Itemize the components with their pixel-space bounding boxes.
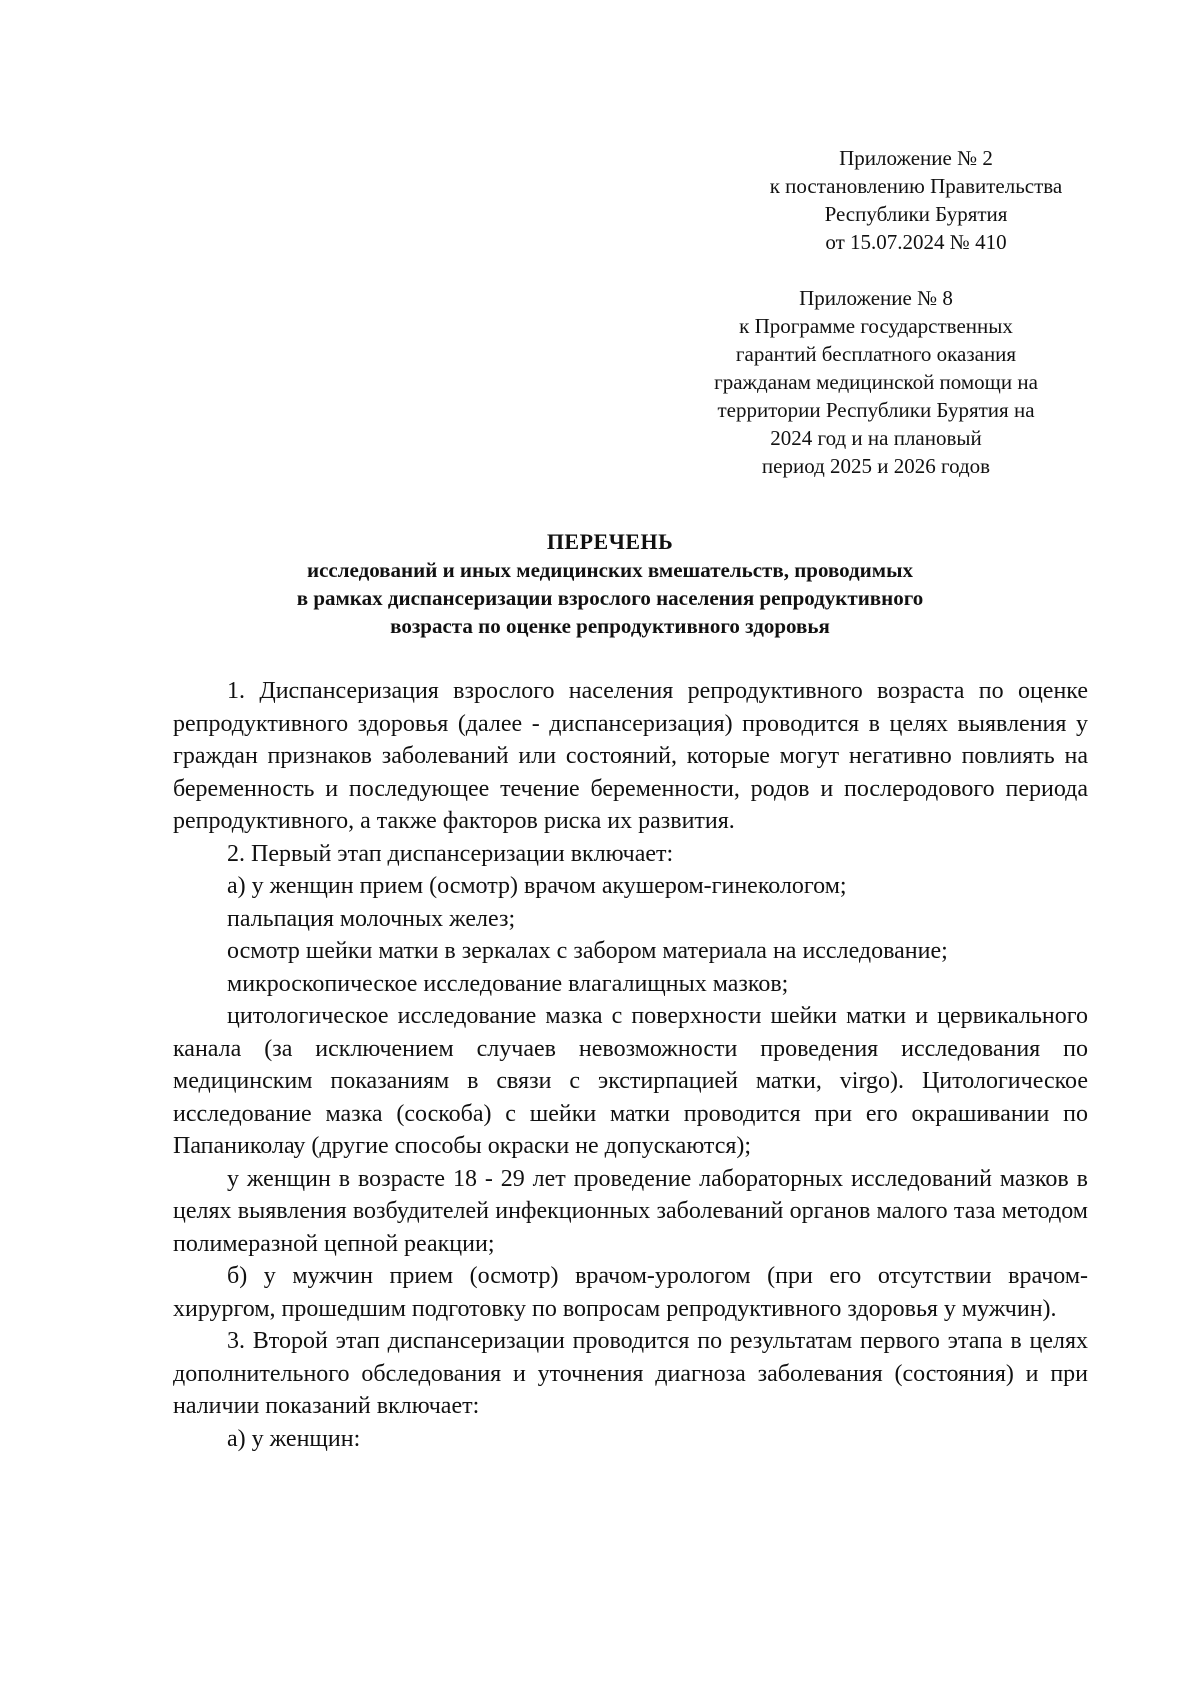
appendix-line: к Программе государственных: [739, 314, 1013, 338]
document-body: [173, 675, 1088, 1455]
title-heading: ПЕРЕЧЕНЬ: [546, 529, 674, 554]
body-paragraph: 1. Диспансеризация взрослого населения репродуктивного возраста по оценке репродуктивного здоровья (далее - диспансеризация) проводится в целях выявления у граждан признаков заболеваний или состояний, которые могут негативно повлиять на беременность и последующее течение беременности, родов и послеродового периода репродуктивного, а также факторов риска их развития.: [173, 678, 1088, 834]
appendix-2-header: [716, 144, 1116, 256]
body-paragraph: а) у женщин прием (осмотр) врачом акушером-гинекологом;: [227, 873, 847, 899]
document-title: [160, 528, 1060, 640]
appendix-line: Республики Бурятия: [824, 202, 1008, 226]
appendix-line: гарантий бесплатного оказания: [735, 342, 1017, 366]
appendix-line: от 15.07.2024 № 410: [825, 230, 1007, 254]
body-paragraph: 3. Второй этап диспансеризации проводится по результатам первого этапа в целях дополнительного обследования и уточнения диагноза заболевания (состояния) и при наличии показаний включает:: [173, 1328, 1088, 1419]
appendix-line: период 2025 и 2026 годов: [761, 454, 991, 478]
body-paragraph: осмотр шейки матки в зеркалах с забором материала на исследование;: [227, 938, 948, 964]
body-paragraph: цитологическое исследование мазка с поверхности шейки матки и цервикального канала (за исключением случаев невозможности проведения исследования по медицинским показаниям в связи с экстирпацией матки, virgo). Цитологическое исследование мазка (соскоба) с шейки матки проводится при его окрашивании по Папаниколау (другие способы окраски не допускаются);: [173, 1003, 1088, 1159]
appendix-line: территории Республики Бурятия на: [717, 398, 1035, 422]
title-subline: в рамках диспансеризации взрослого населения репродуктивного: [296, 586, 924, 610]
body-paragraph: пальпация молочных желез;: [227, 905, 516, 932]
title-subline: возраста по оценке репродуктивного здоровья: [390, 614, 830, 638]
body-paragraph: а) у женщин:: [227, 1425, 361, 1452]
appendix-8-header: [676, 284, 1076, 480]
appendix-line: Приложение № 2: [839, 146, 993, 170]
appendix-line: гражданам медицинской помощи на: [714, 370, 1038, 394]
appendix-line: Приложение № 8: [799, 286, 953, 310]
body-paragraph: микроскопическое исследование влагалищных мазков;: [227, 970, 789, 997]
appendix-line: 2024 год и на плановый: [770, 426, 982, 450]
appendix-line: к постановлению Правительства: [769, 174, 1063, 198]
body-paragraph: у женщин в возрасте 18 - 29 лет проведение лабораторных исследований мазков в целях выявления возбудителей инфекционных заболеваний органов малого таза методом полимеразной цепной реакции;: [173, 1165, 1088, 1257]
body-paragraph: 2. Первый этап диспансеризации включает:: [227, 840, 674, 867]
body-paragraph: б) у мужчин прием (осмотр) врачом-урологом (при его отсутствии врачом-хирургом, прошедшим подготовку по вопросам репродуктивного здоровья у мужчин).: [173, 1263, 1088, 1322]
title-subline: исследований и иных медицинских вмешательств, проводимых: [307, 558, 913, 582]
